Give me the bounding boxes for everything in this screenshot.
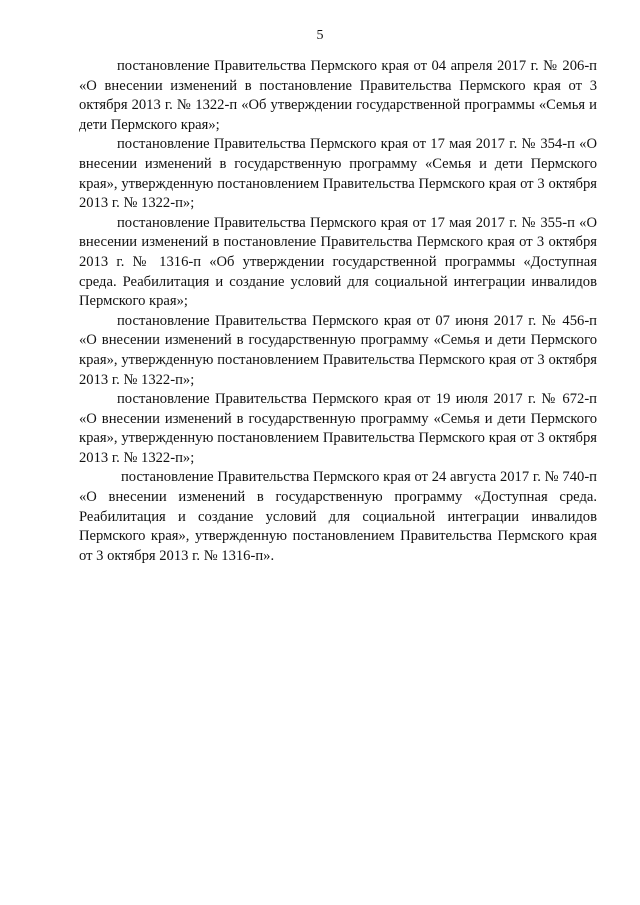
paragraph-decree-206: постановление Правительства Пермского края от 04 апреля 2017 г. № 206-п «О внесении изменений в постановление Правительства Пермского края от 3 октября 2013 г. № 1322-п «Об утверждении государственной программы «Семья и дети Пермского края»; (79, 58, 597, 133)
paragraph-decree-740: постановление Правительства Пермского края от 24 августа 2017 г. № 740-п «О внесении изменений в государственную программу «Доступная среда. Реабилитация и создание условий для социальной интеграции инвалидов Пермского края», утвержденную постановлением Правительства Пермского края от 3 октября 2013 г. № 1316-п». (79, 469, 597, 564)
page-number: 5 (316, 28, 324, 43)
paragraph-decree-355: постановление Правительства Пермского края от 17 мая 2017 г. № 355-п «О внесении изменений в постановление Правительства Пермского края от 3 октября 2013 г. № 1316-п «Об утверждении государственной программы «Доступная среда. Реабилитация и создание условий для социальной интеграции инвалидов Пермского края»; (79, 214, 597, 310)
document-body (79, 57, 597, 566)
paragraph-decree-672: постановление Правительства Пермского края от 19 июля 2017 г. № 672-п «О внесении изменений в государственную программу «Семья и дети Пермского края», утвержденную постановлением Правительства Пермского края от 3 октября 2013 г. № 1322-п»; (79, 391, 597, 466)
paragraph-decree-354: постановление Правительства Пермского края от 17 мая 2017 г. № 354-п «О внесении изменений в государственную программу «Семья и дети Пермского края», утвержденную постановлением Правительства Пермского края от 3 октября 2013 г. № 1322-п»; (79, 136, 597, 212)
paragraph-decree-456: постановление Правительства Пермского края от 07 июня 2017 г. № 456-п «О внесении изменений в государственную программу «Семья и дети Пермского края», утвержденную постановлением Правительства Пермского края от 3 октября 2013 г. № 1322-п»; (79, 312, 597, 388)
